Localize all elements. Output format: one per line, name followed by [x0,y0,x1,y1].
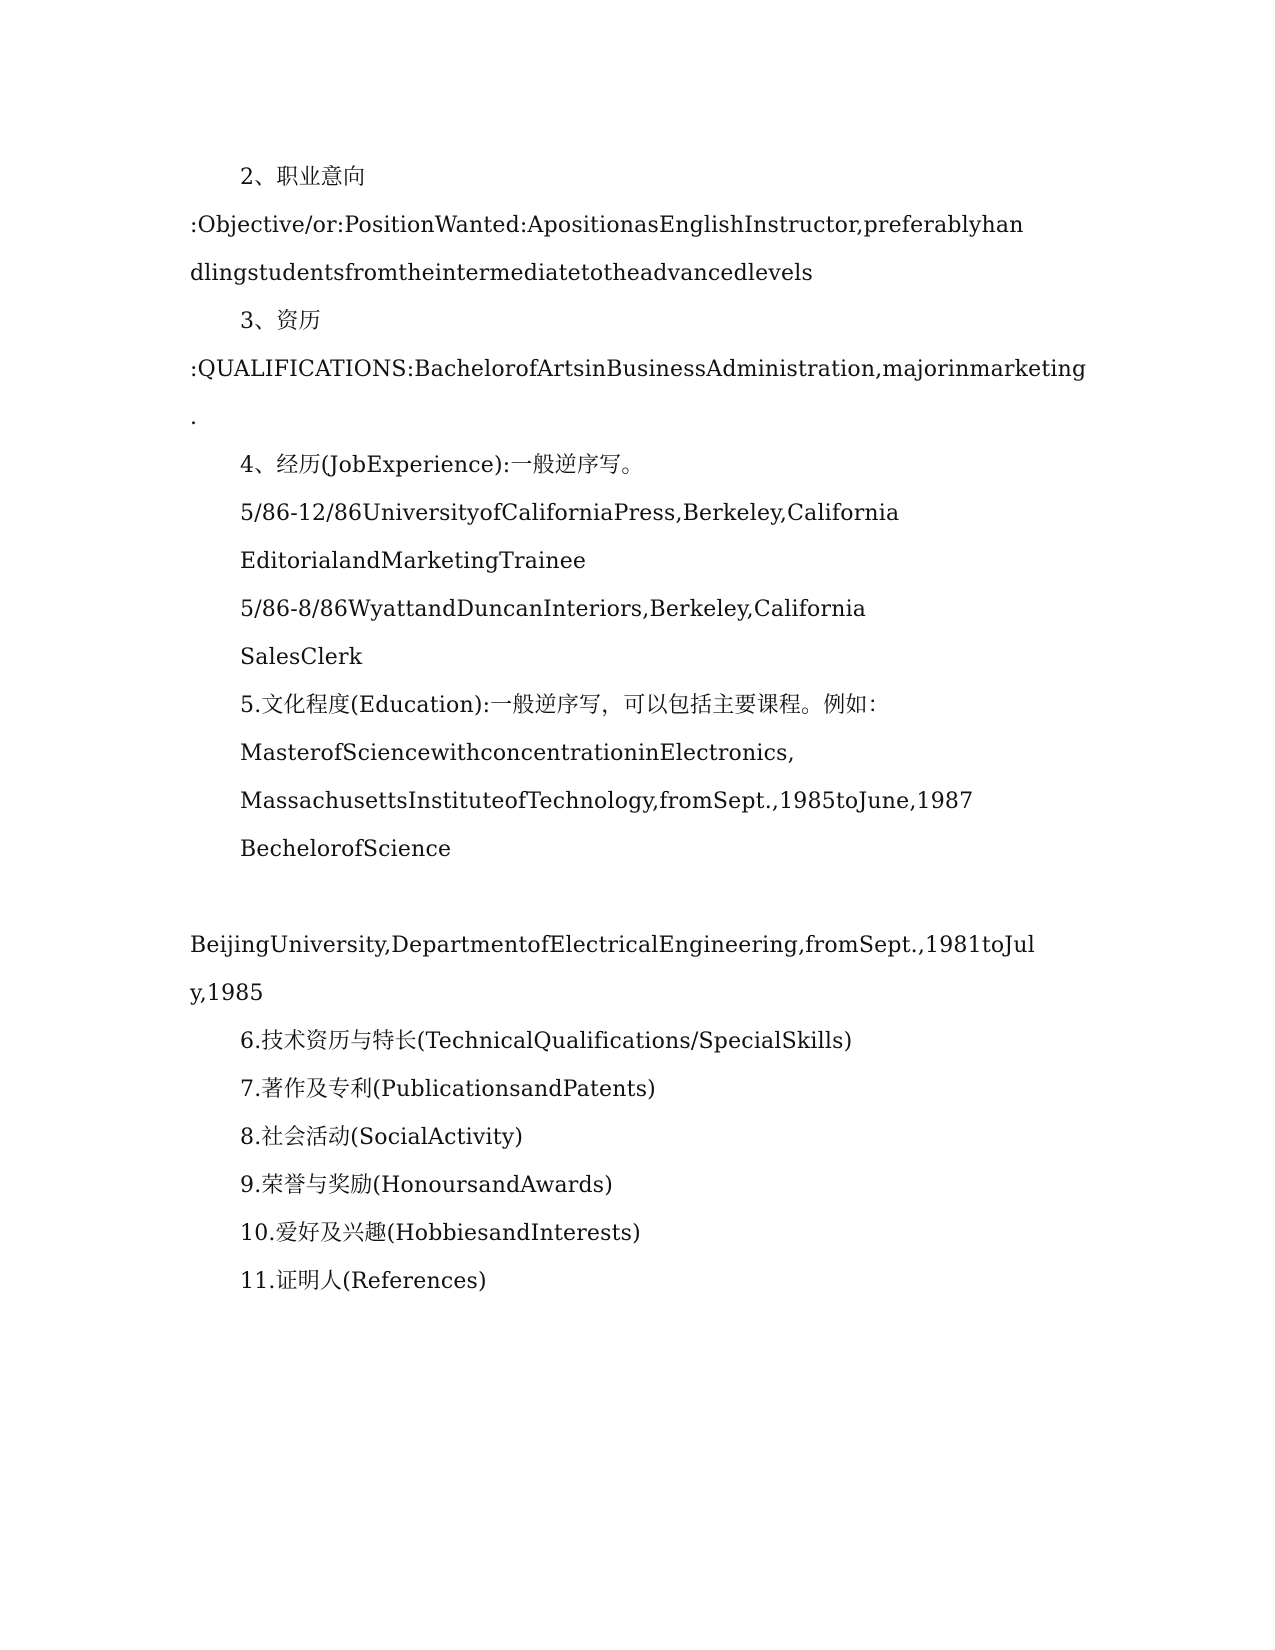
section-references-heading: 11.证明人(References) [240,1269,487,1294]
section-honours-heading: 9.荣誉与奖励(HonoursandAwards) [240,1173,614,1198]
education-entry-2-degree: BechelorofScience [240,837,452,862]
objective-text-line-2: dlingstudentsfromtheintermediatetotheadvancedlevels [190,261,813,286]
education-entry-1-degree: MasterofSciencewithconcentrationinElectronics, [240,741,795,766]
education-entry-2-institution-line-2: y,1985 [190,981,264,1006]
qualifications-text-line-1: :QUALIFICATIONS:BachelorofArtsinBusinessAdministration,majorinmarketing [190,357,1087,382]
education-entry-2-institution-line-1: BeijingUniversity,DepartmentofElectricalEngineering,fromSept.,1981toJul [190,933,1035,958]
job-entry-2-employer: 5/86-8/86WyattandDuncanInteriors,Berkeley,California [240,597,867,622]
education-entry-1-institution: MassachusettsInstituteofTechnology,fromSept.,1985toJune,1987 [240,789,974,814]
job-entry-2-title: SalesClerk [240,645,363,670]
section-publications-heading: 7.著作及专利(PublicationsandPatents) [240,1077,656,1102]
section-technical-skills-heading: 6.技术资历与特长(TechnicalQualifications/SpecialSkills) [240,1029,853,1054]
section-qualifications-heading: 3、资历 [240,309,321,334]
job-entry-1-employer: 5/86-12/86UniversityofCaliforniaPress,Berkeley,California [240,501,900,526]
section-career-objective-heading: 2、职业意向 [240,165,366,190]
objective-text-line-1: :Objective/or:PositionWanted:ApositionasEnglishInstructor,preferablyhan [190,213,1024,238]
section-job-experience-heading: 4、经历(JobExperience):一般逆序写。 [240,453,644,478]
section-hobbies-heading: 10.爱好及兴趣(HobbiesandInterests) [240,1221,641,1246]
section-education-heading: 5.文化程度(Education):一般逆序写，可以包括主要课程。例如： [240,693,890,718]
job-entry-1-title: EditorialandMarketingTrainee [240,549,587,574]
qualifications-text-line-2: . [190,405,198,430]
section-social-activity-heading: 8.社会活动(SocialActivity) [240,1125,524,1150]
